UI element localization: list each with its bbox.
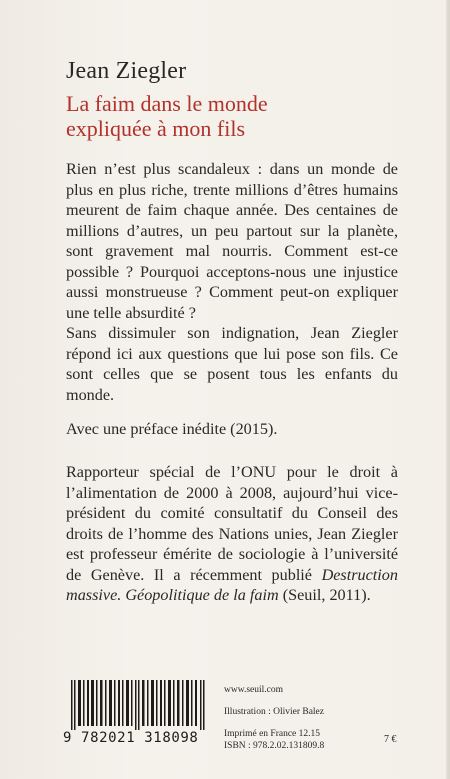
barcode-bars	[69, 680, 209, 730]
title-line-2: expliquée à mon fils	[66, 116, 246, 141]
blurb-paragraph-1: Rien n’est plus scandaleux : dans un monde de plus en plus riche, trente millions d’êtres humains meurent de faim chaque année. Des centaines de millions d’autres, un peu partout sur la planète, sont gravement mal nourris. Comment est-ce possible ? Pourquoi acceptons-nous une injustice aussi monstrueuse ? Comment peut-on expliquer une telle absurdité ?	[66, 160, 398, 322]
cover-edge	[446, 0, 450, 779]
bio-book-title: Destruction massive. Géopolitique de la faim	[66, 565, 398, 604]
barcode	[63, 680, 211, 752]
bio-paragraph	[66, 462, 398, 606]
book-title	[66, 91, 396, 141]
title-line-1: La faim dans le monde	[66, 91, 268, 116]
printed-in: Imprimé en France 12.15	[224, 729, 321, 739]
website: www.seuil.com	[224, 685, 284, 695]
preface-note: Avec une préface inédite (2015).	[66, 420, 278, 438]
barcode-digits: 9 782021 318098	[63, 730, 199, 746]
bio-text: Rapporteur spécial de l’ONU pour le droit à l’alimentation de 2000 à 2008, aujourd’hui vice-président du comité consultatif du Conseil des droits de l’homme des Nations unies, Jean Ziegler est professeur émérite de sociologie à l’université de Genève. Il a récemment publié	[66, 463, 398, 584]
price: 7 €	[384, 734, 397, 745]
illustration-credit: Illustration : Olivier Balez	[224, 707, 324, 717]
imprint-info	[224, 684, 404, 752]
author-name: Jean Ziegler	[66, 58, 187, 84]
author-bio	[66, 462, 398, 606]
isbn: ISBN : 978.2.02.131809.8	[224, 741, 325, 751]
blurb-paragraph-2: Sans dissimuler son indignation, Jean Ziegler répond ici aux questions que lui pose son fils. Ce sont celles que se posent tous les enfants du monde.	[66, 324, 398, 404]
bio-book-info: (Seuil, 2011).	[278, 586, 371, 604]
blurb-text	[66, 159, 398, 440]
